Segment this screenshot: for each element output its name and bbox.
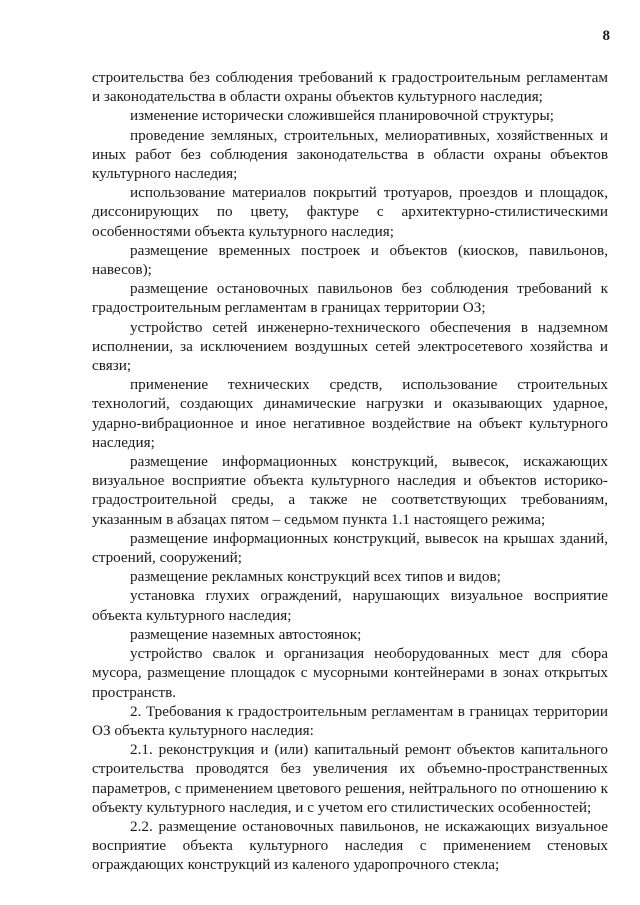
paragraph: установка глухих ограждений, нарушающих визуальное восприятие объекта культурного наследия; [92, 587, 608, 624]
paragraph: строительства без соблюдения требований к градостроительным регламентам и законодательства в области охраны объектов культурного наследия; [92, 69, 608, 106]
page-number: 8 [602, 28, 610, 44]
paragraph: устройство свалок и организация необорудованных мест для сбора мусора, размещение площадок с мусорными контейнерами в зонах открытых пространств. [92, 645, 608, 701]
document-body [92, 68, 608, 875]
paragraph: 2.1. реконструкция и (или) капитальный ремонт объектов капитального строительства проводятся без увеличения их объемно-пространственных параметров, с применением цветового решения, нейтрального по отношению к объекту культурного наследия, и с учетом его стилистических особенностей; [92, 741, 608, 816]
paragraph: размещение рекламных конструкций всех типов и видов; [130, 568, 501, 586]
paragraph: размещение остановочных павильонов без соблюдения требований к градостроительным регламентам в границах территории ОЗ; [92, 280, 608, 317]
paragraph: размещение временных построек и объектов (киосков, павильонов, навесов); [92, 241, 608, 279]
paragraph: размещение наземных автостоянок; [130, 625, 362, 643]
paragraph: проведение земляных, строительных, мелиоративных, хозяйственных и иных работ без соблюдения законодательства в области охраны объектов культурного наследия; [92, 126, 608, 183]
paragraph: устройство сетей инженерно-технического обеспечения в надземном исполнении, за исключением воздушных сетей электросетевого хозяйства и связи; [92, 318, 608, 375]
paragraph: размещение информационных конструкций, вывесок на крышах зданий, строений, сооружений; [92, 529, 608, 567]
section-heading: 2. Требования к градостроительным регламентам в границах территории ОЗ объекта культурного наследия: [92, 702, 608, 739]
paragraph: использование материалов покрытий тротуаров, проездов и площадок, диссонирующих по цвету, фактуре с архитектурно-стилистическими особенностями объекта культурного наследия; [92, 184, 608, 240]
paragraph: изменение исторически сложившейся планировочной структуры; [130, 107, 554, 125]
paragraph: применение технических средств, использование строительных технологий, создающих динамические нагрузки и оказывающих ударное, ударно-вибрационное и иное негативное воздействие на объект культурного наследия; [92, 376, 608, 451]
paragraph: 2.2. размещение остановочных павильонов, не искажающих визуальное восприятие объекта культурного наследия с применением стеновых ограждающих конструкций из каленого ударопрочного стекла; [92, 817, 608, 874]
paragraph: размещение информационных конструкций, вывесок, искажающих визуальное восприятие объекта культурного наследия и объектов историко-градостроительной среды, а также не соответствующих требованиям, указанным в абзацах пятом – седьмом пункта 1.1 настоящего режима; [92, 453, 608, 528]
